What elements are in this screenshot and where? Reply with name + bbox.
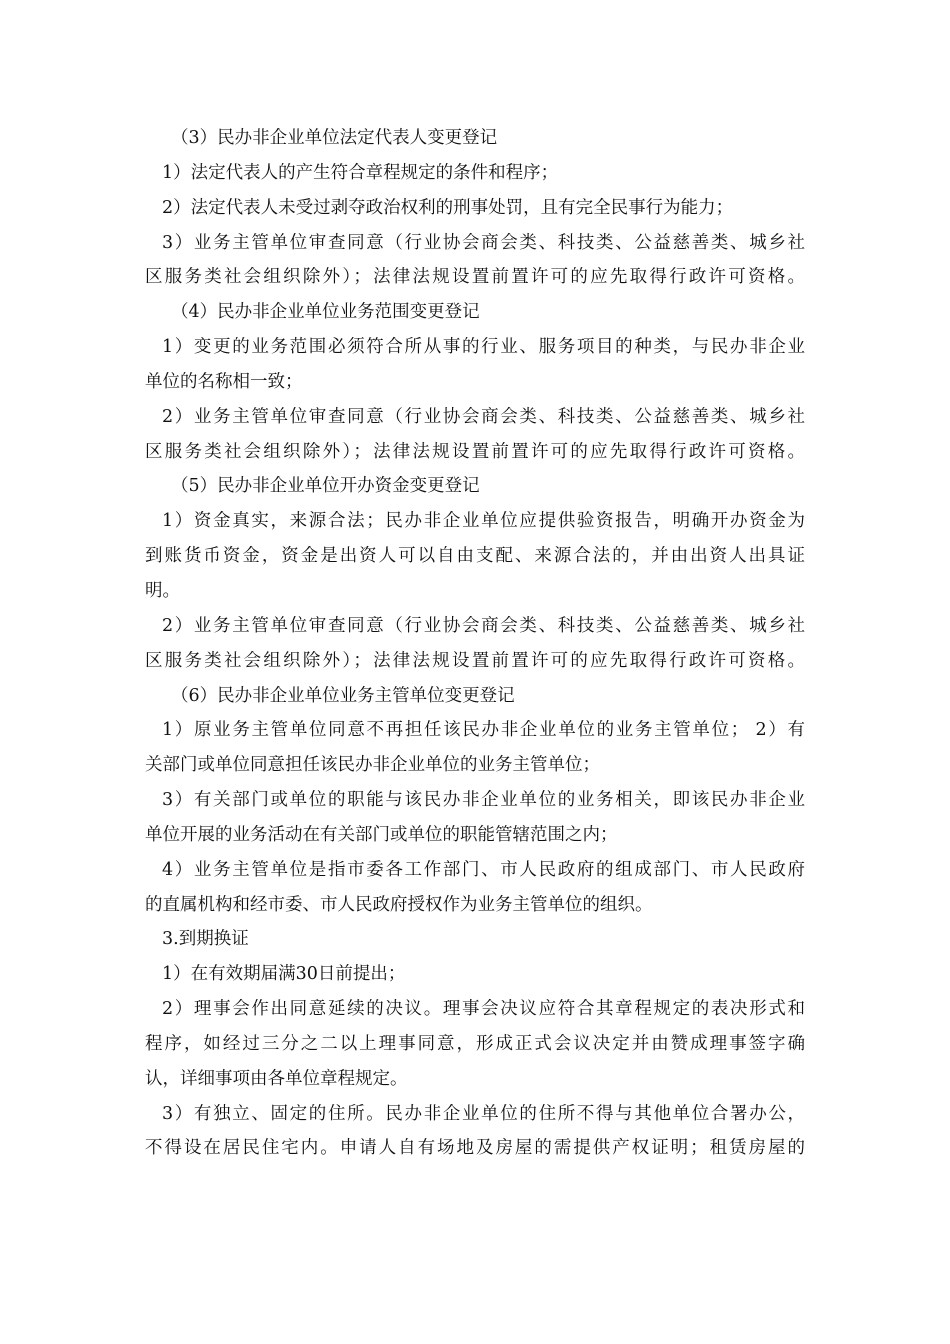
list-item: 3）有关部门或单位的职能与该民办非企业单位的业务相关，即该民办非企业	[162, 790, 805, 811]
list-item: 1）资金真实，来源合法；民办非企业单位应提供验资报告，明确开办资金为	[162, 511, 805, 532]
list-item: 1）变更的业务范围必须符合所从事的行业、服务项目的种类，与民办非企业	[162, 337, 805, 358]
paragraph-line: 认，详细事项由各单位章程规定。	[145, 1068, 408, 1089]
paragraph-line: 明。	[145, 580, 180, 601]
list-item: 1）原业务主管单位同意不再担任该民办非企业单位的业务主管单位； 2）有	[162, 720, 805, 741]
section-heading: 3.到期换证	[162, 929, 249, 950]
list-item: 1）法定代表人的产生符合章程规定的条件和程序；	[162, 162, 559, 183]
section-heading: （6）民办非企业单位业务主管单位变更登记	[171, 685, 515, 706]
paragraph-line: 单位开展的业务活动在有关部门或单位的职能管辖范围之内；	[145, 824, 618, 845]
list-item: 3）业务主管单位审查同意（行业协会商会类、科技类、公益慈善类、城乡社	[162, 232, 805, 253]
paragraph-line: 关部门或单位同意担任该民办非企业单位的业务主管单位；	[145, 755, 600, 776]
paragraph-line: 程序，如经过三分之二以上理事同意，形成正式会议决定并由赞成理事签字确	[145, 1033, 805, 1054]
list-item: 2）法定代表人未受过剥夺政治权利的刑事处罚，且有完全民事行为能力；	[162, 197, 734, 218]
paragraph-line: 的直属机构和经市委、市人民政府授权作为业务主管单位的组织。	[145, 894, 653, 915]
document-body	[145, 121, 805, 1166]
list-item: 2）业务主管单位审查同意（行业协会商会类、科技类、公益慈善类、城乡社	[162, 406, 805, 427]
paragraph-line: 不得设在居民住宅内。申请人自有场地及房屋的需提供产权证明；租赁房屋的	[145, 1138, 805, 1159]
paragraph-line: 区服务类社会组织除外）；法律法规设置前置许可的应先取得行政许可资格。	[145, 267, 805, 288]
paragraph-line: 区服务类社会组织除外）；法律法规设置前置许可的应先取得行政许可资格。	[145, 650, 805, 671]
list-item: 3）有独立、固定的住所。民办非企业单位的住所不得与其他单位合署办公，	[162, 1103, 805, 1124]
section-heading: （4）民办非企业单位业务范围变更登记	[171, 302, 480, 323]
section-heading: （5）民办非企业单位开办资金变更登记	[171, 476, 480, 497]
paragraph-line: 到账货币资金，资金是出资人可以自由支配、来源合法的，并由出资人出具证	[145, 546, 805, 567]
list-item: 1）在有效期届满30日前提出；	[162, 964, 406, 985]
paragraph-line: 区服务类社会组织除外）；法律法规设置前置许可的应先取得行政许可资格。	[145, 441, 805, 462]
list-item: 4）业务主管单位是指市委各工作部门、市人民政府的组成部门、市人民政府	[162, 859, 805, 880]
paragraph-line: 单位的名称相一致；	[145, 371, 303, 392]
list-item: 2）理事会作出同意延续的决议。理事会决议应符合其章程规定的表决形式和	[162, 999, 805, 1020]
list-item: 2）业务主管单位审查同意（行业协会商会类、科技类、公益慈善类、城乡社	[162, 615, 805, 636]
section-heading: （3）民办非企业单位法定代表人变更登记	[171, 128, 498, 148]
